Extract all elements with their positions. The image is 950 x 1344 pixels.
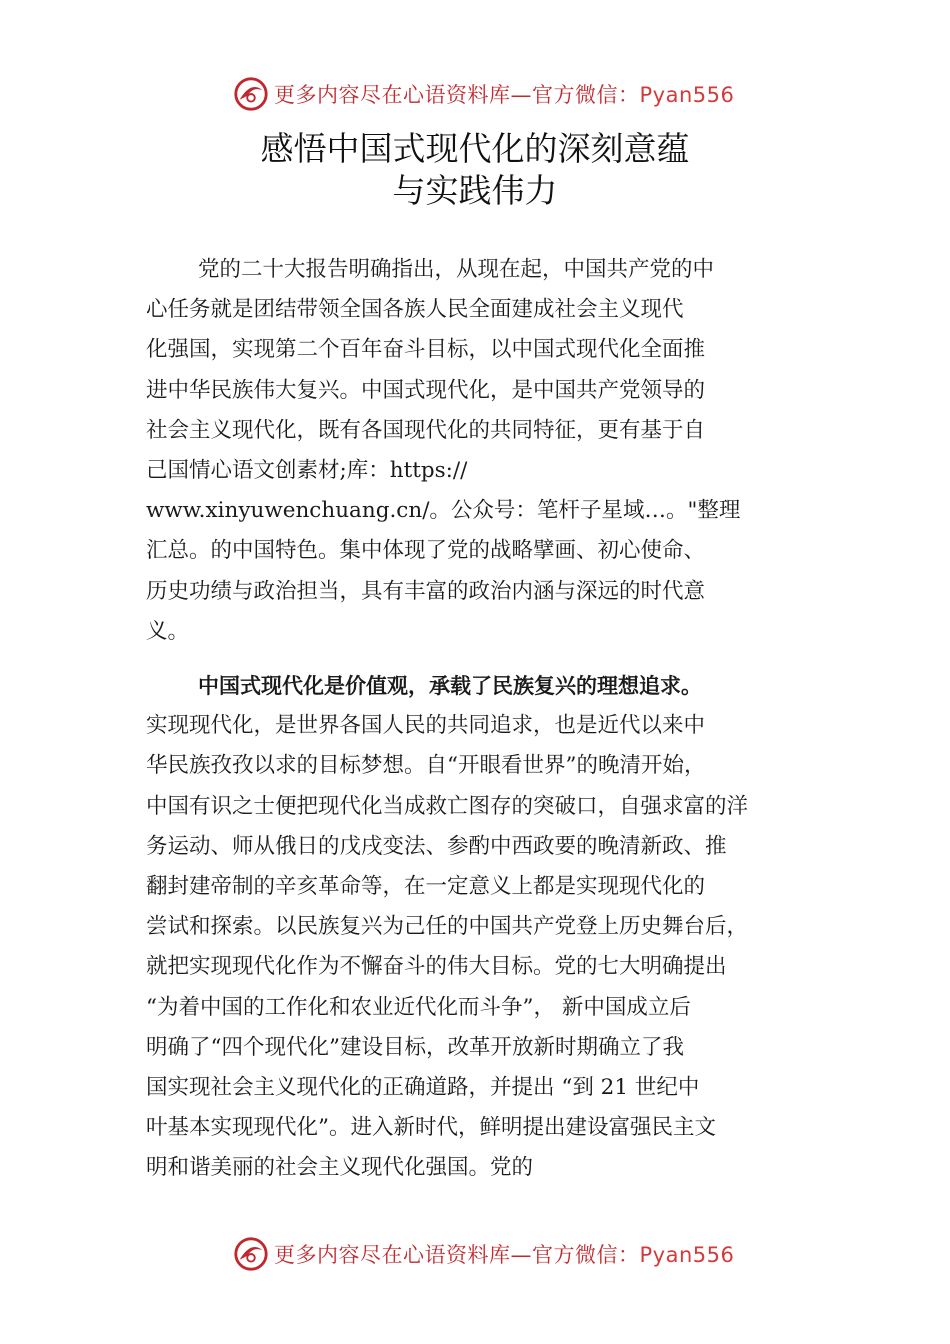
header-banner [232, 74, 734, 114]
text-line: 党的二十大报告明确指出，从现在起，中国共产党的中 [198, 257, 715, 282]
text-line: 务运动、师从俄日的戊戌变法、参酌中西政要的晚清新政、推 [146, 833, 727, 859]
text-line: 义。 [146, 618, 190, 644]
title-line-1: 感悟中国式现代化的深刻意蕴 [260, 129, 690, 168]
text-line: 翻封建帝制的辛亥革命等，在一定意义上都是实现现代化的 [146, 873, 706, 899]
section-heading: 中国式现代化是价值观，承载了民族复兴的理想追求。 [198, 674, 702, 698]
header-wechat-id: Pyan556 [639, 83, 735, 107]
text-line: 叶基本实现现代化”。进入新时代，鲜明提出建设富强民主文 [146, 1115, 716, 1141]
footer-wechat-id: Pyan556 [639, 1243, 735, 1267]
text-line: 就把实现现代化作为不懈奋斗的伟大目标。党的七大明确提出 [146, 954, 727, 980]
text-line: 明确了“四个现代化”建设目标，改革开放新时期确立了我 [146, 1034, 684, 1060]
text-line: 己国情心语文创素材;库：https:// [146, 457, 468, 483]
text-line: 实现现代化，是世界各国人民的共同追求，也是近代以来中 [146, 713, 706, 739]
swirl-logo-icon [232, 1235, 270, 1273]
text-line: 华民族孜孜以求的目标梦想。自“开眼看世界”的晚清开始， [146, 753, 706, 779]
text-line: 中国有识之士便把现代化当成救亡图存的突破口，自强求富的洋 [146, 793, 749, 819]
title-line-2: 与实践伟力 [392, 171, 558, 210]
page-title [0, 128, 950, 212]
text-line: 进中华民族伟大复兴。中国式现代化，是中国共产党领导的 [146, 377, 706, 403]
footer-banner-text: 更多内容尽在心语资料库—官方微信： [274, 1243, 640, 1267]
text-line: www.xinyuwenchuang.cn/。公众号：笔杆子星域…。"整理 [146, 498, 741, 524]
paragraph-2 [146, 666, 826, 1188]
text-line: 化强国，实现第二个百年奋斗目标，以中国式现代化全面推 [146, 337, 706, 363]
text-line: 社会主义现代化，既有各国现代化的共同特征，更有基于自 [146, 417, 706, 443]
paragraph-1 [146, 250, 826, 652]
text-line: 明和谐美丽的社会主义现代化强国。党的 [146, 1155, 534, 1181]
text-line: 汇总。的中国特色。集中体现了党的战略擘画、初心使命、 [146, 538, 706, 564]
text-line: 国实现社会主义现代化的正确道路，并提出 “到 21 世纪中 [146, 1074, 700, 1100]
header-banner-text: 更多内容尽在心语资料库—官方微信： [274, 83, 640, 107]
text-line: 历史功绩与政治担当，具有丰富的政治内涵与深远的时代意 [146, 578, 706, 604]
text-line: 心任务就是团结带领全国各族人民全面建成社会主义现代 [146, 297, 684, 323]
text-line: 尝试和探索。以民族复兴为己任的中国共产党登上历史舞台后， [146, 914, 749, 940]
swirl-logo-icon [232, 75, 270, 113]
footer-banner [232, 1234, 734, 1274]
text-line: “为着中国的工作化和农业近代化而斗争”， 新中国成立后 [146, 994, 691, 1020]
